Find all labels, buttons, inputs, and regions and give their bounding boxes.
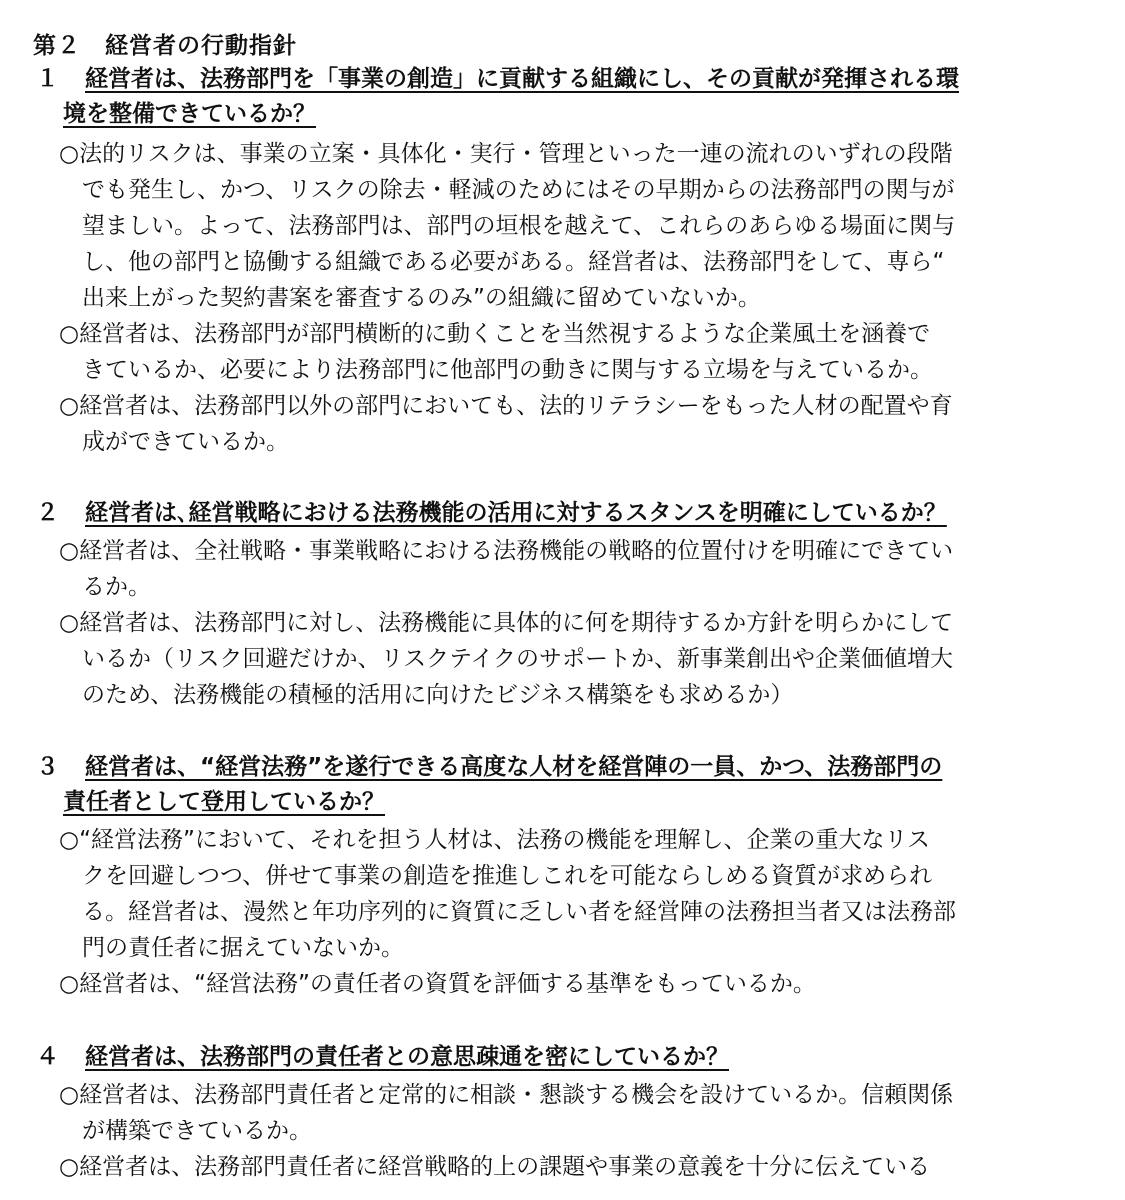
question-line: 経営者は、“経営法務”を遂行できる高度な人材を経営陣の一員、かつ、法務部門の xyxy=(85,754,943,780)
bullet-line: 門の責任者に据えていないか。 xyxy=(82,935,404,961)
question-line: 境を整備できているか？ xyxy=(63,101,316,127)
question-line: 経営者は、法務部門を「事業の創造」に貢献する組織にし、その貢献が発揮される環 xyxy=(85,66,959,92)
bullet-line: いるか（リスク回避だけか、リスクテイクのサポートか、新事業創出や企業価値増大 xyxy=(82,646,954,672)
bullet-line: ○経営者は、法務部門が部門横断的に動くことを当然視するような企業風土を涵養で xyxy=(59,321,931,347)
section-number: １ xyxy=(36,66,59,92)
bullet-line: ○経営者は、法務部門責任者と定常的に相談・懇談する機会を設けているか。信頼関係 xyxy=(59,1082,954,1108)
section-number: ２ xyxy=(36,500,59,526)
bullet-line: のため、法務機能の積極的活用に向けたビジネス構築をも求めるか） xyxy=(82,682,794,708)
bullet-line: ○経営者は、法務部門責任者に経営戦略的上の課題や事業の意義を十分に伝えている xyxy=(59,1154,931,1180)
bullet-line: でも発生し、かつ、リスクの除去・軽減のためにはその早期からの法務部門の関与が xyxy=(82,177,955,203)
bullet-line: ○法的リスクは、事業の立案・具体化・実行・管理といった一連の流れのいずれの段階 xyxy=(59,141,953,167)
bullet-line: ○経営者は、法務部門に対し、法務機能に具体的に何を期待するか方針を明らかにして xyxy=(59,610,954,636)
bullet-line: るか。 xyxy=(82,574,151,600)
section-number: ４ xyxy=(36,1044,59,1070)
bullet-line: が構築できているか。 xyxy=(82,1118,312,1144)
bullet-line: る。経営者は、漫然と年功序列的に資質に乏しい者を経営陣の法務担当者又は法務部 xyxy=(82,899,956,925)
question-line: 責任者として登用しているか？ xyxy=(63,789,385,815)
bullet-line: 成ができているか。 xyxy=(82,429,289,455)
bullet-line: ○経営者は、法務部門以外の部門においても、法的リテラシーをもった人材の配置や育 xyxy=(59,393,953,419)
question-line: 経営者は、法務部門の責任者との意思疎通を密にしているか？ xyxy=(85,1044,729,1070)
section-number: ３ xyxy=(36,754,59,780)
question-line: 経営者は､経営戦略における法務機能の活用に対するスタンスを明確にしているか？ xyxy=(85,500,947,526)
document-heading: 第２ 経営者の行動指針 xyxy=(33,33,297,59)
bullet-line: し、他の部門と協働する組織である必要がある。経営者は、法務部門をして、専ら“ xyxy=(82,249,945,275)
bullet-line: ○経営者は、“経営法務”の責任者の資質を評価する基準をもっているか。 xyxy=(59,971,816,997)
bullet-line: きているか、必要により法務部門に他部門の動きに関与する立場を与えているか。 xyxy=(82,357,933,383)
bullet-line: 出来上がった契約書案を審査するのみ”の組織に留めていないか。 xyxy=(82,285,761,311)
bullet-line: 望ましい。よって、法務部門は、部門の垣根を越えて、これらのあらゆる場面に関与 xyxy=(82,213,956,239)
bullet-line: ○経営者は、全社戦略・事業戦略における法務機能の戦略的位置付けを明確にできてい xyxy=(59,538,954,564)
bullet-line: ○“経営法務”において、それを担う人材は、法務の機能を理解し、企業の重大なリス xyxy=(59,827,930,853)
bullet-line: クを回避しつつ、併せて事業の創造を推進しこれを可能ならしめる資質が求められ xyxy=(82,863,933,889)
